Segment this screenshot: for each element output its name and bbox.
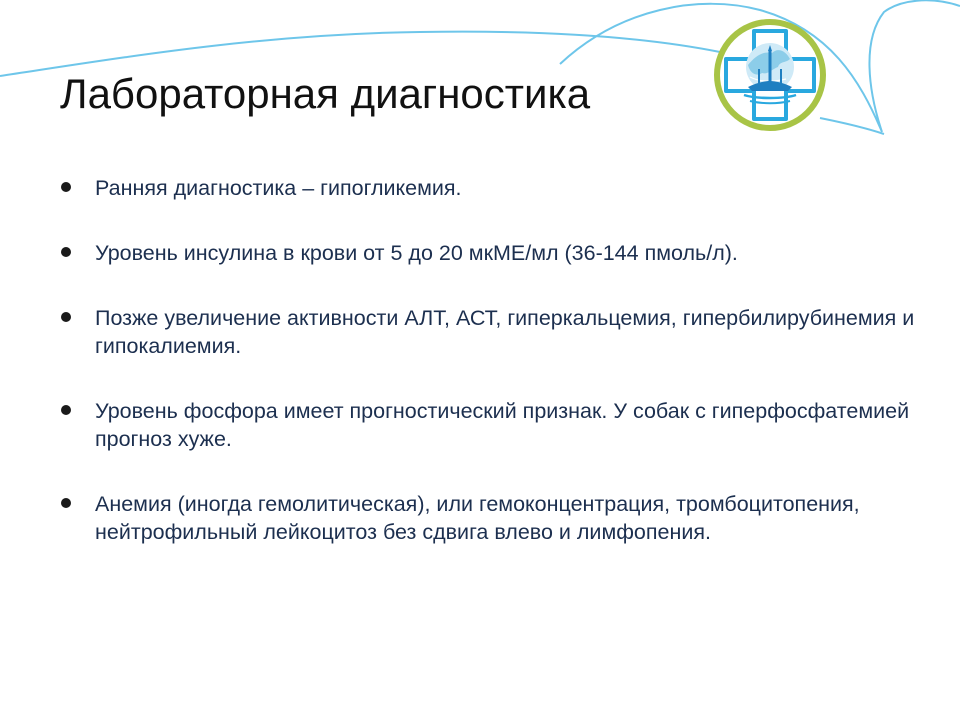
medical-cross-globe-ship-icon <box>712 17 828 133</box>
list-item <box>58 174 918 202</box>
list-item <box>58 397 918 453</box>
bullet-dot-icon <box>61 182 71 192</box>
list-item <box>58 239 918 267</box>
bullet-text: Уровень инсулина в крови от 5 до 20 мкМЕ/мл (36-144 пмоль/л). <box>95 241 738 265</box>
bullet-dot-icon <box>61 247 71 257</box>
bullet-dot-icon <box>61 312 71 322</box>
list-item <box>58 490 918 546</box>
clinic-logo <box>712 17 828 133</box>
wave-line-hook <box>820 118 884 134</box>
bullet-text: Позже увеличение активности АЛТ, АСТ, гиперкальцемия, гипербилирубинемия и гипокалиемия. <box>95 306 915 358</box>
bullet-text: Ранняя диагностика – гипогликемия. <box>95 176 462 200</box>
bullet-text: Уровень фосфора имеет прогностический признак. У собак с гиперфосфатемией прогноз хуже. <box>95 399 910 451</box>
bullet-list <box>58 174 918 583</box>
slide-title: Лабораторная диагностика <box>60 70 591 117</box>
list-item <box>58 304 918 360</box>
bullet-text: Анемия (иногда гемолитическая), или гемоконцентрация, тромбоцитопения, нейтрофильный лейкоцитоз без сдвига влево и лимфопения. <box>95 492 860 544</box>
bullet-dot-icon <box>61 498 71 508</box>
bullet-dot-icon <box>61 405 71 415</box>
